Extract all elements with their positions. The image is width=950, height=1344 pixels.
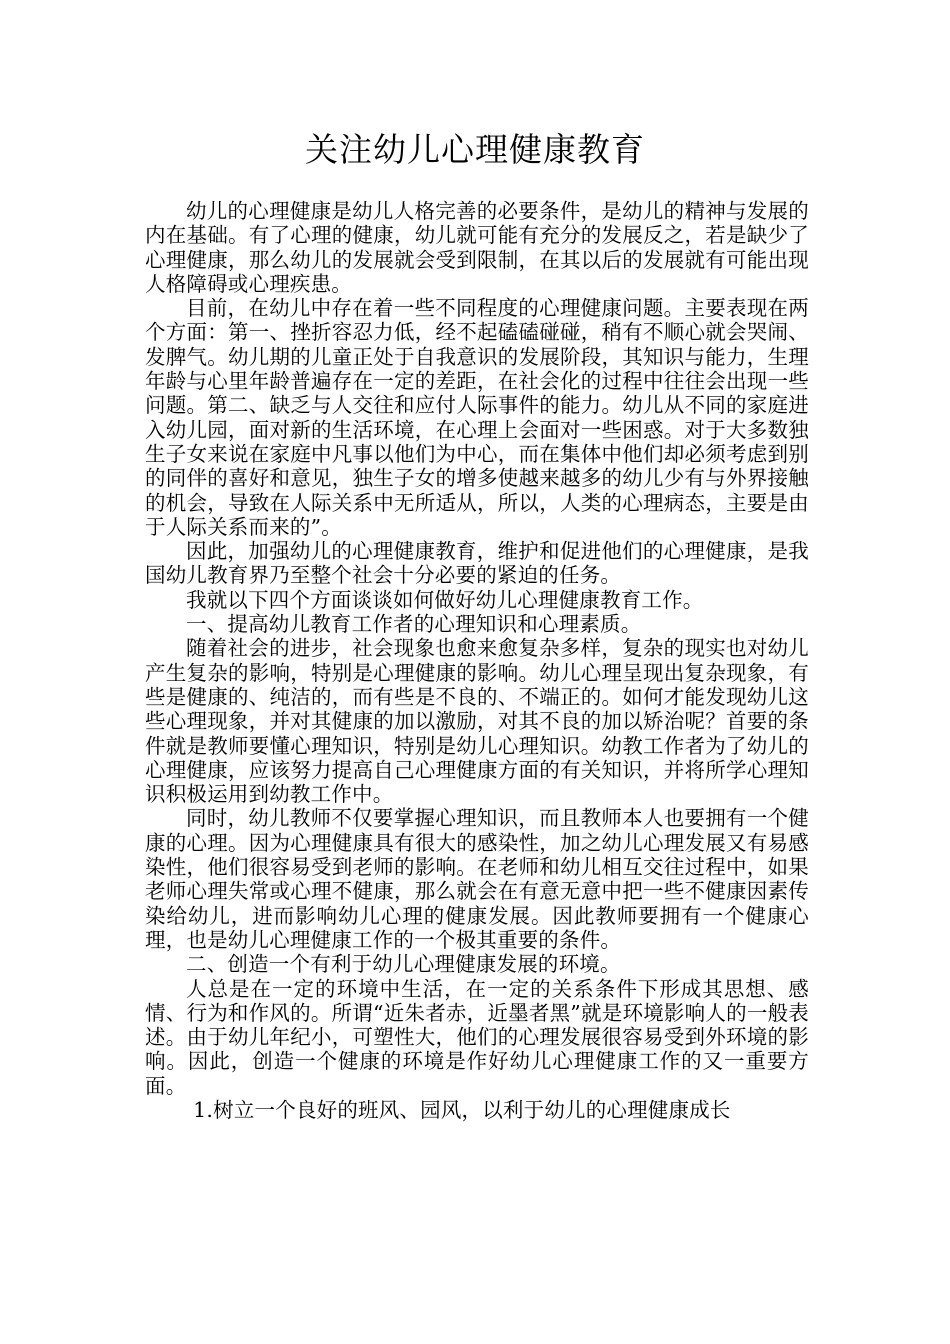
document-body [145,199,809,1122]
paragraph-environment: 人总是在一定的环境中生活，在一定的关系条件下形成其思想、感情、行为和作风的。所谓“近朱者赤，近墨者黑”就是环境影响人的一般表述。由于幼儿年纪小，可塑性大，他们的心理发展很容易受到外环境的影响。因此，创造一个健康的环境是作好幼儿心理健康工作的又一重要方面。 [145,976,809,1098]
paragraph-teacher-health: 同时，幼儿教师不仅要掌握心理知识，而且教师本人也要拥有一个健康的心理。因为心理健康具有很大的感染性，加之幼儿心理发展又有易感染性，他们很容易受到老师的影响。在老师和幼儿相互交往过程中，如果老师心理失常或心理不健康，那么就会在有意无意中把一些不健康因素传染给幼儿，进而影响幼儿心理的健康发展。因此教师要拥有一个健康心理，也是幼儿心理健康工作的一个极其重要的条件。 [145,806,809,952]
paragraph-problems: 目前，在幼儿中存在着一些不同程度的心理健康问题。主要表现在两个方面：第一、挫折容忍力低，经不起磕磕碰碰，稍有不顺心就会哭闹、发脾气。幼儿期的儿童正处于自我意识的发展阶段，其知识与能力，生理年龄与心里年龄普遍存在一定的差距，在社会化的过程中往往会出现一些问题。第二、缺乏与人交往和应付人际事件的能力。幼儿从不同的家庭进入幼儿园，面对新的生活环境，在心理上会面对一些困惑。对于大多数独生子女来说在家庭中凡事以他们为中心，而在集体中他们却必须考虑到别的同伴的喜好和意见，独生子女的增多使越来越多的幼儿少有与外界接触的机会，导致在人际关系中无所适从，所以，人类的心理病态，主要是由于人际关系而来的”。 [145,296,809,539]
paragraph-intro: 幼儿的心理健康是幼儿人格完善的必要条件，是幼儿的精神与发展的内在基础。有了心理的健康，幼儿就可能有充分的发展反之，若是缺少了心理健康，那么幼儿的发展就会受到限制，在其以后的发展就有可能出现人格障碍或心理疾患。 [145,199,809,296]
section-heading-1: 一、提高幼儿教育工作者的心理知识和心理素质。 [186,612,642,637]
document-title: 关注幼儿心理健康教育 [305,130,645,169]
paragraph-therefore: 因此，加强幼儿的心理健康教育，维护和促进他们的心理健康，是我国幼儿教育界乃至整个社会十分必要的紧迫的任务。 [145,539,809,588]
paragraph-social-progress: 随着社会的进步，社会现象也愈来愈复杂多样，复杂的现实也对幼儿产生复杂的影响，特别是心理健康的影响。幼儿心理呈现出复杂现象，有些是健康的、纯洁的，而有些是不良的、不端正的。如何才能发现幼儿这些心理现象，并对其健康的加以激励，对其不良的加以矫治呢？首要的条件就是教师要懂心理知识，特别是幼儿心理知识。幼教工作者为了幼儿的心理健康，应该努力提高自己心理健康方面的有关知识，并将所学心理知识积极运用到幼教工作中。 [145,636,809,807]
paragraph-four-aspects: 我就以下四个方面谈谈如何做好幼儿心理健康教育工作。 [186,587,704,612]
section-heading-2: 二、创造一个有利于幼儿心理健康发展的环境。 [186,952,621,977]
subsection-heading-1: 1.树立一个良好的班风、园风，以利于幼儿的心理健康成长 [193,1097,731,1122]
